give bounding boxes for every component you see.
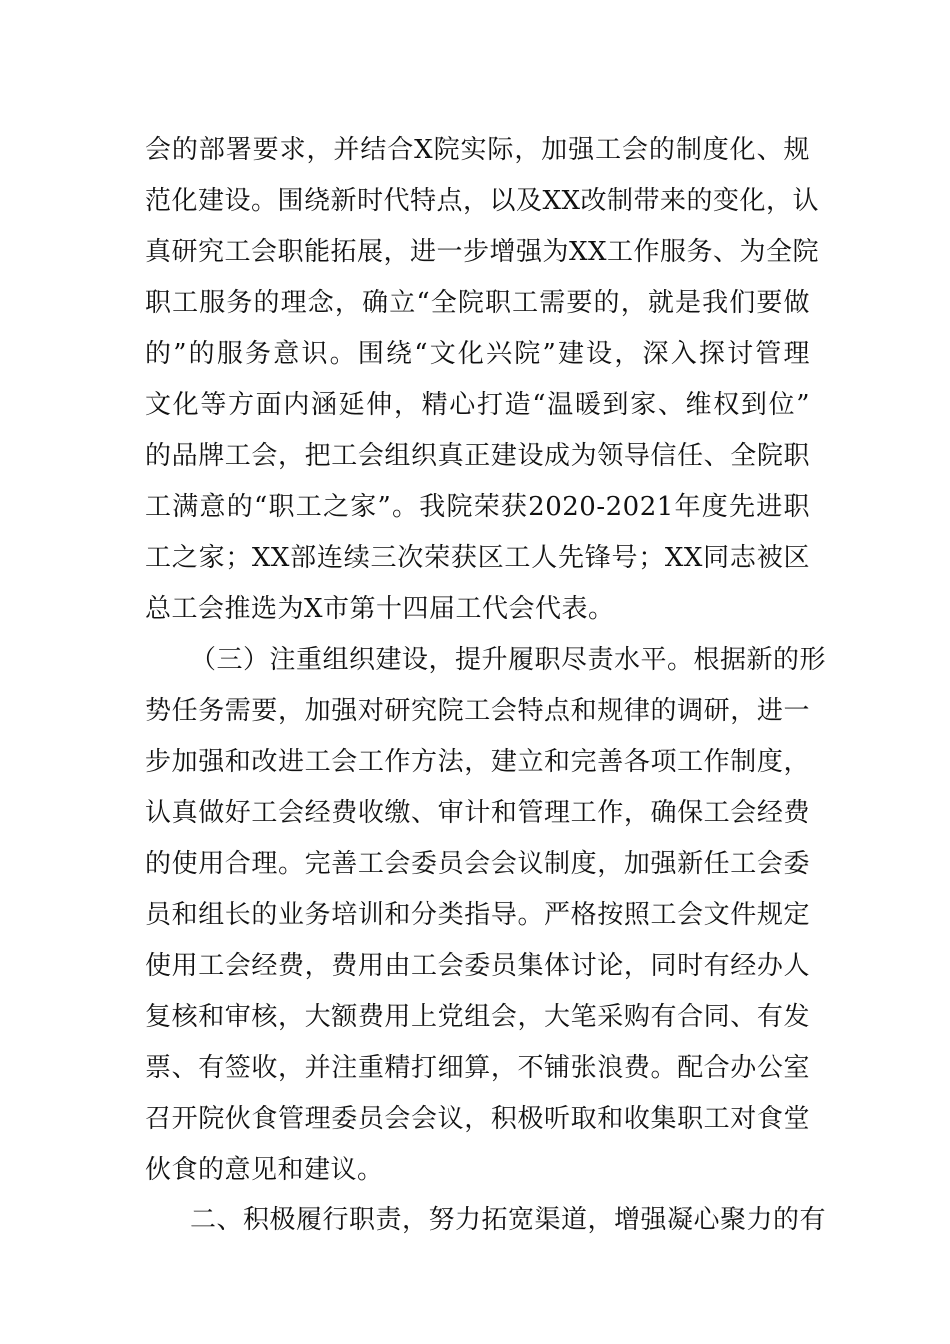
text-line: 文化等方面内涵延伸，精心打造“温暖到家、维权到位” <box>145 390 810 420</box>
text-line: 员和组长的业务培训和分类指导。严格按照工会文件规定 <box>145 900 810 930</box>
section-heading-line: 二、积极履行职责，努力拓宽渠道，增强凝心聚力的有 <box>190 1205 827 1235</box>
text-line: 使用工会经费，费用由工会委员集体讨论，同时有经办人 <box>145 951 810 981</box>
text-line: 会的部署要求，并结合X院实际，加强工会的制度化、规 <box>145 135 810 165</box>
text-line: 势任务需要，加强对研究院工会特点和规律的调研，进一 <box>145 696 810 726</box>
text-line: 范化建设。围绕新时代特点，以及XX改制带来的变化，认 <box>145 186 820 216</box>
text-line: 工之家；XX部连续三次荣获区工人先锋号；XX同志被区 <box>145 543 810 573</box>
text-line: 伙食的意见和建议。 <box>145 1155 384 1185</box>
text-line: 的”的服务意识。围绕“文化兴院”建设，深入探讨管理 <box>145 339 810 369</box>
text-line: 召开院伙食管理委员会会议，积极听取和收集职工对食堂 <box>145 1104 810 1134</box>
text-line: 工满意的“职工之家”。我院荣获2020-2021年度先进职 <box>145 492 810 522</box>
text-line: 真研究工会职能拓展，进一步增强为XX工作服务、为全院 <box>145 237 820 267</box>
text-line: 票、有签收，并注重精打细算，不铺张浪费。配合办公室 <box>145 1053 810 1083</box>
section-heading-line: （三）注重组织建设，提升履职尽责水平。根据新的形 <box>190 645 827 675</box>
text-line: 职工服务的理念，确立“全院职工需要的，就是我们要做 <box>145 288 810 318</box>
text-line: 复核和审核，大额费用上党组会，大笔采购有合同、有发 <box>145 1002 810 1032</box>
text-line: 认真做好工会经费收缴、审计和管理工作，确保工会经费 <box>145 798 810 828</box>
text-line: 的品牌工会，把工会组织真正建设成为领导信任、全院职 <box>145 441 810 471</box>
text-line: 总工会推选为X市第十四届工代会代表。 <box>145 594 615 624</box>
text-line: 步加强和改进工会工作方法，建立和完善各项工作制度， <box>145 747 810 777</box>
text-line: 的使用合理。完善工会委员会会议制度，加强新任工会委 <box>145 849 810 879</box>
